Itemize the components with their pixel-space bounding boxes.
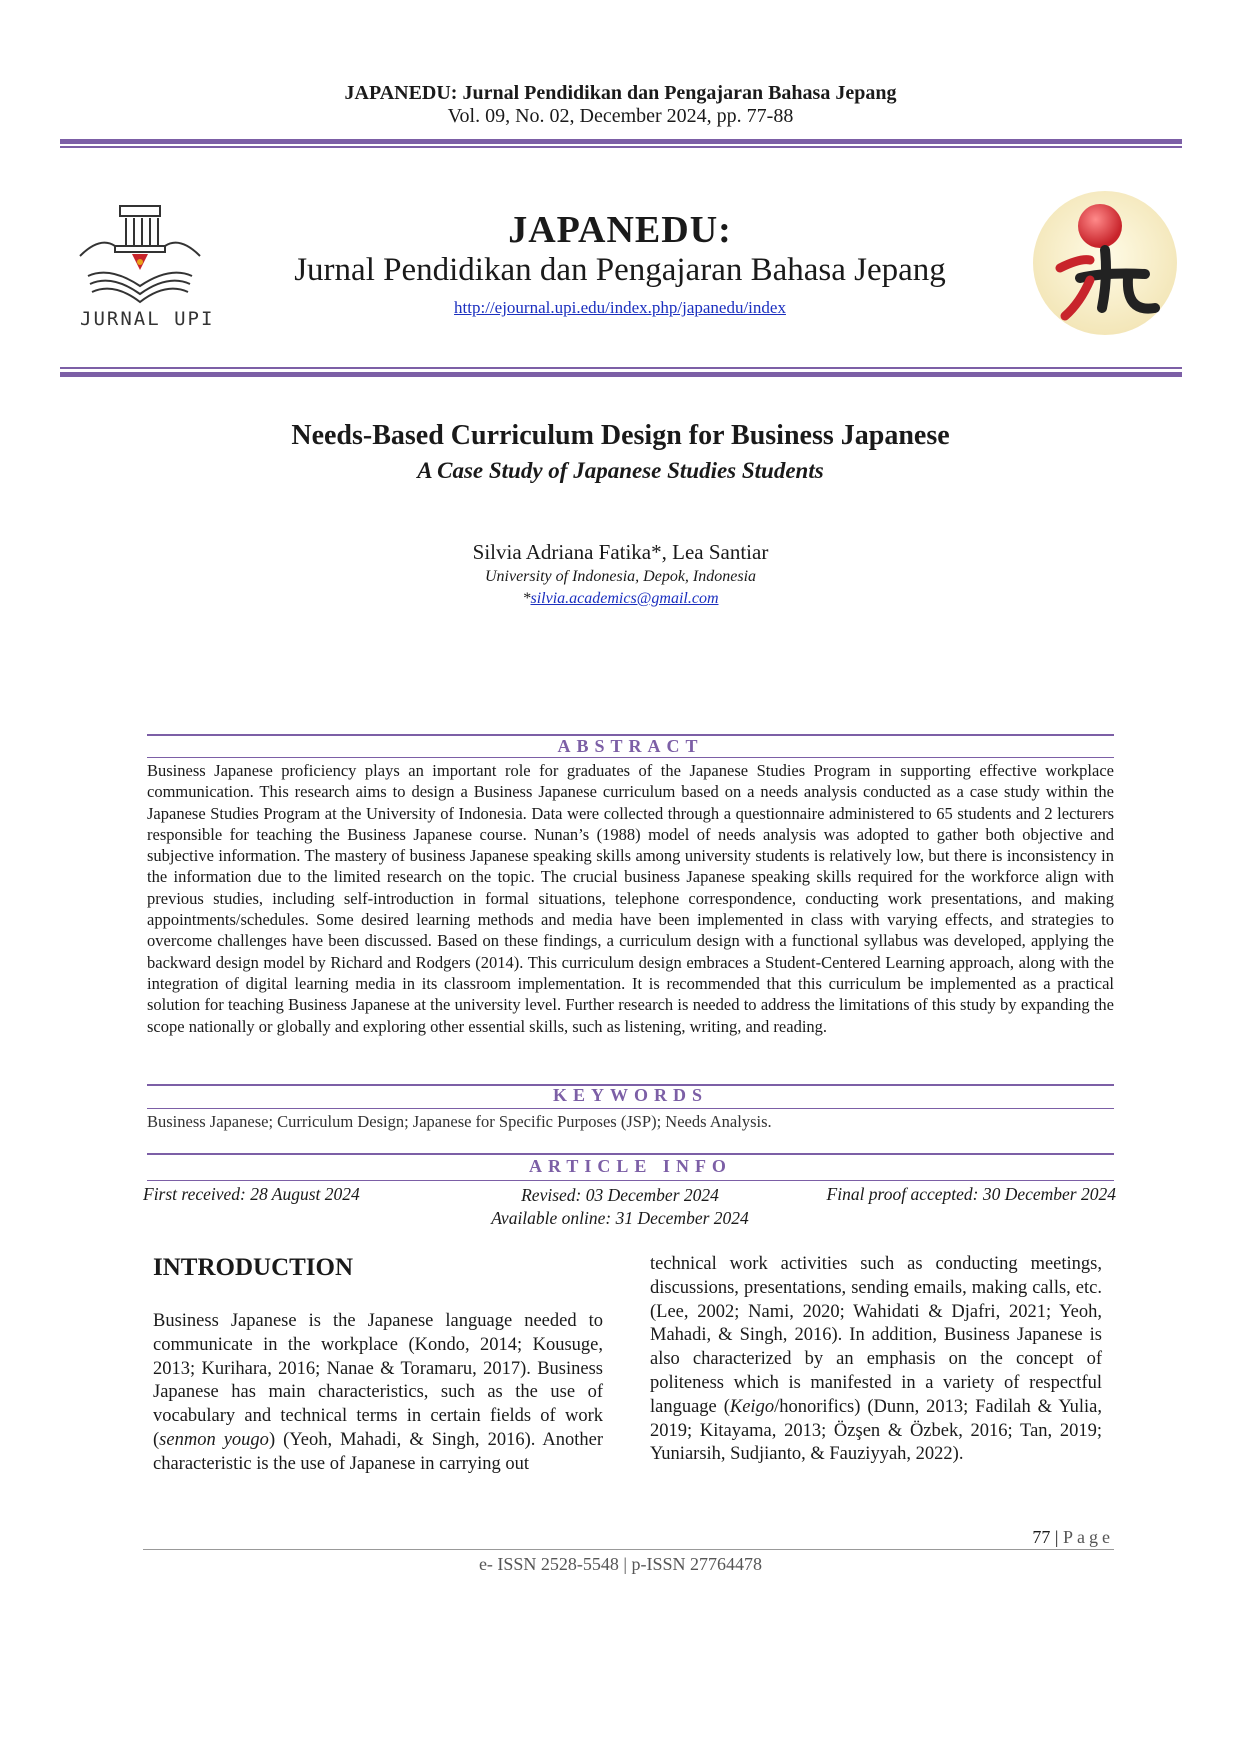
japanedu-logo [1030,188,1180,338]
masthead-title: JAPANEDU: [508,209,732,251]
footer-rule [143,1549,1114,1550]
final-proof-date: Final proof accepted: 30 December 2024 [826,1184,1116,1204]
author-email [0,590,1241,608]
email-prefix: * [522,590,531,607]
header-rule-thick [60,139,1182,144]
intro-right-text-2: /honorifics) (Dunn, 2013; Fadilah & Yulia, 2019; Kitayama, 2013; Özşen & Özbek, 2016; Tan, 2019; Yuniarsih, Sudjianto, & Fauziyyah, 2022). [650,1396,1102,1465]
journal-url-link[interactable]: http://ejournal.upi.edu/index.php/japanedu/index [454,298,786,317]
intro-left-text-1: Business Japanese is the Japanese language needed to communicate in the workplace (Kondo, 2014; Kousuge, 2013; Kurihara, 2016; Nanae & Toramaru, 2017). Business Japanese has main characteristics, such as the use of vocabulary and technical terms in certain fields of work ( [153,1311,603,1450]
author-affiliation: University of Indonesia, Depok, Indonesia [484,568,757,585]
abstract-text: Business Japanese proficiency plays an important role for graduates of the Japanese Studies Program in supporting effective workplace communication. This research aims to design a Business Japanese curriculum based on a needs analysis conducted as a case study within the Japanese Studies Program at the University of Indonesia. Data were collected through a questionnaire administered to 65 students and 2 lecturers responsible for teaching the Business Japanese course. Nunan’s (1988) model of needs analysis was adopted to gather both objective and subjective information. The mastery of business Japanese speaking skills among university students is relatively low, but there is inconsistency in the information due to the limited research on the topic. The crucial business Japanese speaking skills required for the workforce align with previous studies, including self-introduction in formal situations, telephone correspondence, conducting work presentations, and making appointments/schedules. Some desired learning methods and media have been implemented in class with varying effects, and strategies to overcome challenges have been discussed. Based on these findings, a curriculum design with a functional syllabus was developed, applying the backward design model by Richard and Rodgers (2014). This curriculum design embraces a Student-Centered Learning approach, along with the integration of digital learning media in its classroom implementation. It is recommended that this curriculum be implemented as a practical solution for teaching Business Japanese at the university level. Further research is needed to address the limitations of this study by expanding the scope nationally or globally and exploring other essential skills, such as listening, writing, and reading. [147,761,1114,1036]
japanedu-logo-icon [1030,188,1180,338]
jurnal-upi-logo [70,196,220,336]
email-link[interactable]: silvia.academics@gmail.com [530,590,719,607]
header-rule-thin [60,146,1182,148]
masthead-subtitle: Jurnal Pendidikan dan Pengajaran Bahasa Jepang [294,252,946,288]
introduction-heading: INTRODUCTION [153,1254,354,1281]
keywords-text: Business Japanese; Curriculum Design; Japanese for Specific Purposes (JSP); Needs Analysis. [147,1112,772,1131]
article-info-rule-top [147,1153,1114,1155]
intro-right-text-1: technical work activities such as conducting meetings, discussions, presentations, sending emails, making calls, etc. (Lee, 2002; Nami, 2020; Wahidati & Djafri, 2021; Yeoh, Mahadi, & Singh, 2016). In addition, Business Japanese is also characterized by an emphasis on the concept of politeness which is manifested in a variety of respectful language ( [650,1254,1102,1417]
introduction-right-column [650,1253,1102,1467]
article-info-heading: ARTICLE INFO [529,1156,732,1176]
first-received-date: First received: 28 August 2024 [143,1184,360,1204]
page-number [900,1527,1114,1548]
article-subtitle: A Case Study of Japanese Studies Students [417,458,824,483]
revised-date: Revised: 03 December 2024 [521,1185,719,1205]
keywords-heading: KEYWORDS [552,1085,708,1105]
keywords-rule-under-heading [147,1108,1114,1109]
page-separator: | [1054,1527,1059,1547]
intro-left-text-2: ) (Yeoh, Mahadi, & Singh, 2016). Another characteristic is the use of Japanese in carrying out [153,1429,603,1474]
page-label: Page [1063,1527,1114,1547]
introduction-left-column [153,1310,603,1477]
abstract-rule-under-heading [147,757,1114,758]
article-info-rule-under-heading [147,1180,1114,1181]
masthead-rule-thick [60,372,1182,377]
running-head-issue: Vol. 09, No. 02, December 2024, pp. 77-88 [447,105,794,127]
available-online-date: Available online: 31 December 2024 [491,1208,749,1228]
page-number-value: 77 [1032,1527,1051,1547]
abstract-heading: ABSTRACT [557,736,704,756]
running-head-journal: JAPANEDU: Jurnal Pendidikan dan Pengajaran Bahasa Jepang [344,82,897,104]
issn-footer: e- ISSN 2528-5548 | p-ISSN 27764478 [478,1554,763,1574]
revised-available-dates [440,1184,800,1230]
intro-right-italic: Keigo [729,1396,775,1417]
intro-left-italic: senmon yougo [159,1429,269,1450]
jurnal-upi-logo-text: JURNAL UPI [80,308,215,330]
article-title: Needs-Based Curriculum Design for Business Japanese [291,420,950,451]
article-authors: Silvia Adriana Fatika*, Lea Santiar [472,540,769,564]
masthead-rule-thin [60,367,1182,369]
